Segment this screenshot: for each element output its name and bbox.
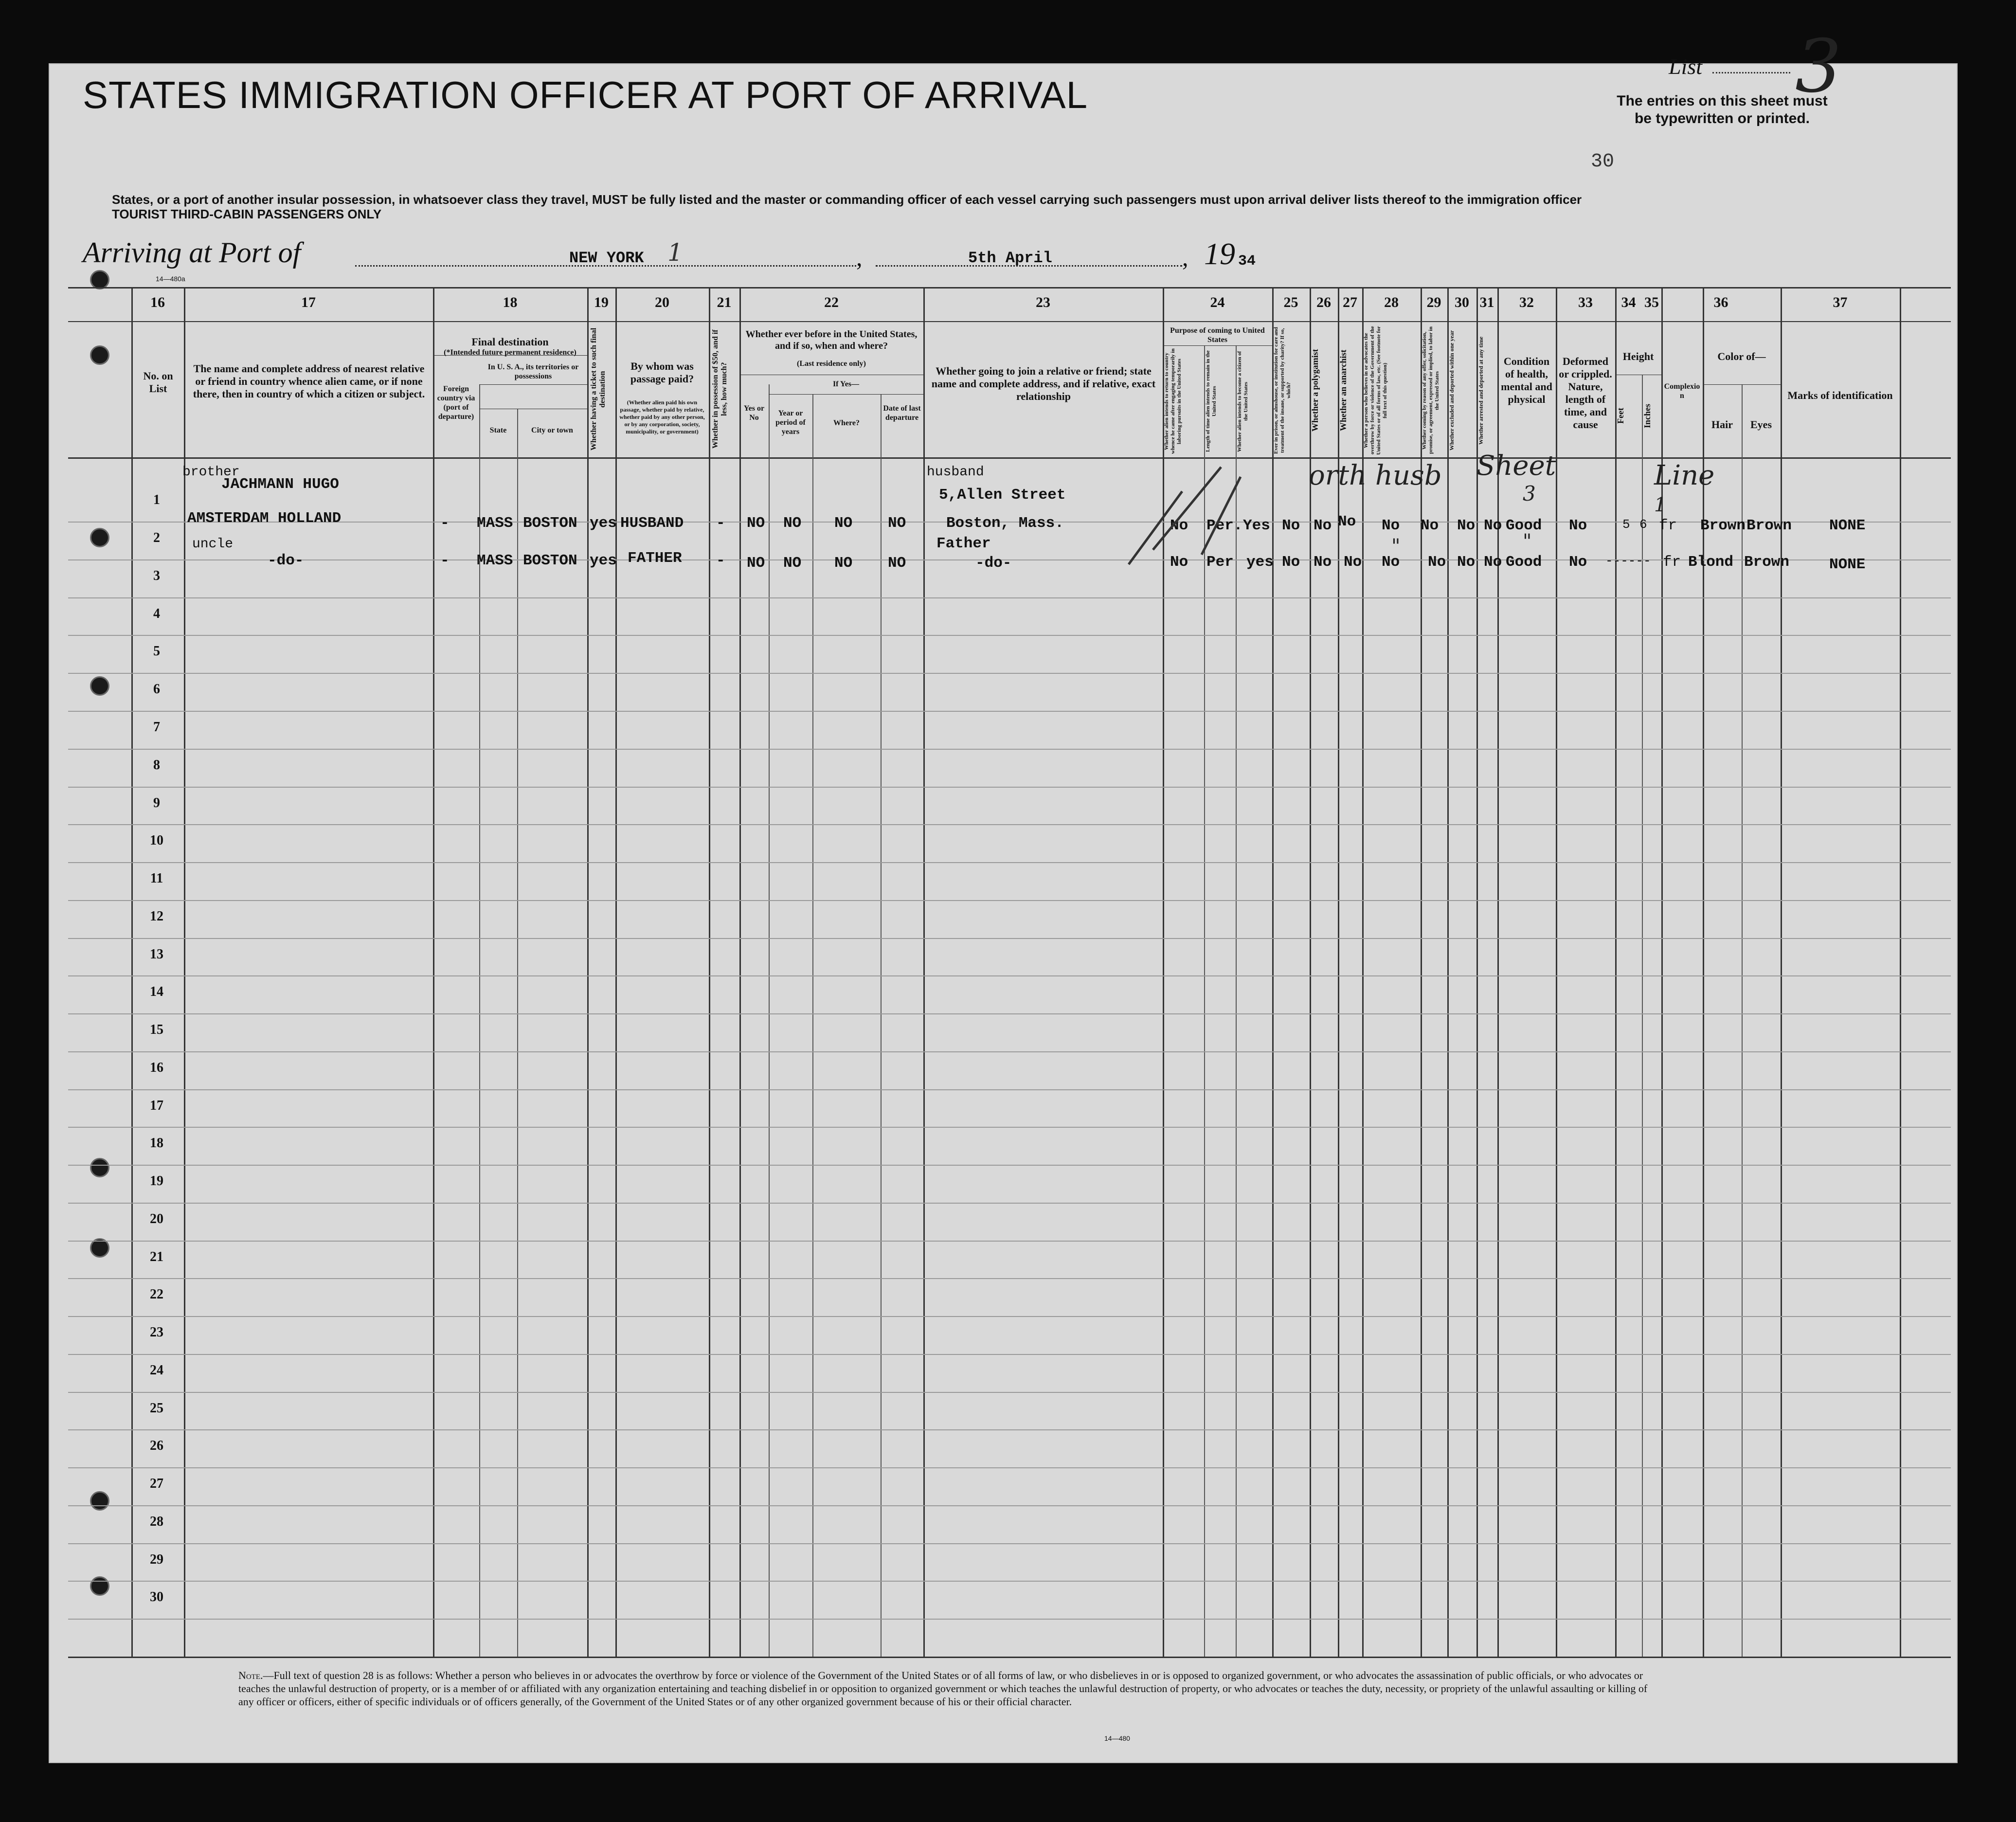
col-number: 18 <box>503 294 518 310</box>
row-rule <box>68 975 1951 976</box>
row-number: 30 <box>150 1589 163 1605</box>
header-feet: Feet <box>1616 408 1625 424</box>
entry-1-c31: No <box>1484 517 1502 534</box>
header-c26: Whether a polygamist <box>1310 349 1320 432</box>
row-rule <box>68 1278 1951 1279</box>
row-number: 1 <box>153 492 160 507</box>
list-note: The entries on this sheet must be typewritten or printed. <box>1617 93 1828 126</box>
binder-hole <box>90 345 109 365</box>
row-number: 12 <box>150 909 163 924</box>
col-divider <box>1362 287 1364 1657</box>
entry-2-years: NO <box>783 555 802 572</box>
entry-2-health: Good <box>1506 554 1542 571</box>
header-inches: Inches <box>1642 404 1652 429</box>
entry-2-c29: No <box>1428 554 1446 571</box>
header-fifty-dollars: Whether in possession of $50, and if less, how much? <box>711 329 728 449</box>
row-number: 20 <box>150 1211 163 1227</box>
binder-hole <box>90 270 109 289</box>
header-height: Height <box>1622 350 1654 362</box>
entry-2-p-return: No <box>1170 554 1188 571</box>
entry-2-c26: No <box>1314 554 1332 571</box>
col-number: 17 <box>301 294 316 310</box>
header-ever-before-sub: (Last residence only) <box>797 360 866 368</box>
header-relative-abroad: The name and complete address of nearest relative or friend in country whence alien came, or if none there, then in country of which a citizen or subject. <box>193 362 425 400</box>
col-divider <box>1447 287 1449 1657</box>
col-number: 26 <box>1316 294 1331 310</box>
entry-2-where: NO <box>834 555 853 572</box>
row-number: 10 <box>150 833 163 848</box>
entry-1-join-addr1: 5,Allen Street <box>939 487 1066 504</box>
header-c30: Whether excluded and deported within one year <box>1448 330 1455 451</box>
row-rule <box>68 1089 1951 1090</box>
col-number: 33 <box>1578 294 1593 310</box>
entry-2-c30: No <box>1457 554 1476 571</box>
row-rule <box>68 1467 1951 1468</box>
row-rule <box>68 1581 1951 1582</box>
col-number: 35 <box>1644 294 1659 310</box>
col-divider <box>1476 287 1478 1657</box>
header-c31: Whether arrested and deported at any time <box>1477 336 1484 445</box>
handwritten-ditto: " <box>1523 530 1532 553</box>
col-number: 23 <box>1036 294 1050 310</box>
sub-rule <box>1163 345 1272 346</box>
list-number: 3 <box>1795 24 1842 109</box>
entry-2-complexion: fr <box>1663 554 1681 571</box>
row-rule <box>68 1316 1951 1317</box>
col-divider <box>517 409 518 1657</box>
row-number: 23 <box>150 1325 163 1340</box>
entry-2-city: BOSTON <box>523 552 577 569</box>
handwritten-ditto: " <box>1391 535 1401 558</box>
entry-1-city: BOSTON <box>523 515 577 532</box>
sub-rule <box>769 394 923 395</box>
col-divider <box>1556 287 1557 1657</box>
col-divider <box>769 384 770 1657</box>
col-divider <box>1421 287 1422 1657</box>
col-number: 16 <box>150 294 165 310</box>
entry-2-c27: No <box>1344 554 1362 571</box>
list-label: List <box>1669 54 1703 79</box>
entry-1-c27: No <box>1338 513 1356 530</box>
row-rule <box>68 749 1951 750</box>
entry-1-eyes: Brown <box>1746 517 1792 534</box>
form-code: 14—480a <box>156 275 185 283</box>
handwritten-note: 3 <box>1523 482 1536 505</box>
table-top-rule <box>68 287 1951 289</box>
entry-1-health: Good <box>1506 517 1542 534</box>
row-rule <box>68 787 1951 788</box>
header-yes-or-no: Yes or No <box>743 404 765 422</box>
col-divider <box>1661 287 1663 1657</box>
class-line: TOURIST THIRD-CABIN PASSENGERS ONLY <box>112 207 382 221</box>
entry-1-relative-address: AMSTERDAM HOLLAND <box>187 510 342 527</box>
entry-2-c25: No <box>1282 554 1300 571</box>
entry-1-state: MASS <box>477 515 513 532</box>
header-eyes: Eyes <box>1750 418 1772 431</box>
entry-1-where: NO <box>834 515 853 532</box>
col-number: 19 <box>594 294 609 310</box>
col-divider <box>1781 287 1782 1657</box>
header-final-destination-sub: (*Intended future permanent residence) <box>444 348 576 357</box>
row-number: 25 <box>150 1401 163 1416</box>
header-purpose-length: Length of time alien intends to remain in the United States <box>1205 350 1217 452</box>
comma: , <box>856 244 863 271</box>
handwritten-note: orth husb <box>1309 460 1442 491</box>
entry-1-c28: No <box>1382 517 1400 534</box>
binder-hole <box>90 1576 109 1596</box>
row-number: 27 <box>150 1476 163 1491</box>
entry-1-before: NO <box>747 515 765 532</box>
handwritten-note: 1 <box>1654 494 1667 516</box>
entry-2-before: NO <box>747 555 765 572</box>
header-c25: Ever in prison, or almshouse, or institution for care and treatment of the insane, or supported by charity? If so, which? <box>1273 327 1292 454</box>
header-purpose-return: Whether alien intends to return to country whence he came after engaging temporarily in laboring pursuits in the United States <box>1164 348 1182 454</box>
binder-hole <box>90 1158 109 1177</box>
entry-2-relation: uncle <box>192 537 234 552</box>
entry-1-inches: 6 <box>1639 517 1647 532</box>
page-title: STATES IMMIGRATION OFFICER AT PORT OF ARRIVAL <box>83 73 1088 116</box>
entry-1-p-length: Per. <box>1206 517 1243 534</box>
row-rule <box>68 711 1951 712</box>
header-date-last: Date of last departure <box>883 404 921 422</box>
entry-1-hair: Brown <box>1700 517 1746 534</box>
header-purpose: Purpose of coming to United States <box>1170 326 1265 344</box>
col-number: 30 <box>1455 294 1469 310</box>
col-divider <box>433 287 434 1657</box>
row-rule <box>68 635 1951 636</box>
col-divider <box>615 287 617 1657</box>
binder-hole <box>90 676 109 696</box>
col-number: 27 <box>1343 294 1357 310</box>
row-rule <box>68 1392 1951 1393</box>
col-number: 25 <box>1283 294 1298 310</box>
table-bottom-rule <box>68 1657 1951 1658</box>
entry-2-ticket: yes <box>590 552 617 569</box>
header-c28: Whether a person who believes in or advocates the overthrow by force or violence of the Government of the United States or of all forms of law, etc. (See footnote for full text of this question) <box>1363 326 1388 455</box>
header-no-on-list: No. on List <box>143 370 173 395</box>
manifest-sheet <box>49 63 1958 1763</box>
entry-1-fifty: - <box>716 515 725 532</box>
col-divider <box>1497 287 1499 1657</box>
col-number: 28 <box>1384 294 1399 310</box>
sub-rule <box>1703 384 1781 385</box>
header-ever-before: Whether ever before in the United States, and if so, when and where? <box>745 329 918 351</box>
row-number: 18 <box>150 1136 163 1151</box>
header-joining: Whether going to join a relative or friend; state name and complete address, and if relative, exact relationship <box>931 365 1156 402</box>
col-number: 22 <box>824 294 839 310</box>
entry-1-years: NO <box>783 515 802 532</box>
entry-2-p-citizen: yes <box>1246 554 1274 571</box>
row-rule <box>68 824 1951 825</box>
entry-1-deformed: No <box>1569 517 1587 534</box>
header-final-destination: Final destination <box>471 336 549 348</box>
row-rule <box>68 1354 1951 1355</box>
row-rule <box>68 1051 1951 1052</box>
handwritten-note: Line <box>1654 460 1715 491</box>
instruction-line: States, or a port of another insular possession, in whatsoever class they travel, MUST be fully listed and the master or commanding officer of each vessel carrying such passengers must upon arrival deliver lists thereof to the immigration officer <box>112 192 1582 207</box>
row-number: 4 <box>153 606 160 621</box>
year-prefix: 19 <box>1204 236 1235 271</box>
row-number: 14 <box>150 984 163 999</box>
entry-2-foreign: - <box>440 552 450 569</box>
row-number: 2 <box>153 530 160 545</box>
entry-1-relative-name: JACHMANN HUGO <box>221 476 339 493</box>
header-by-whom: By whom was passage paid? <box>630 360 694 385</box>
binder-hole <box>90 528 109 547</box>
header-hair: Hair <box>1711 418 1733 431</box>
footnote <box>238 1669 1649 1708</box>
col-divider <box>923 287 925 1657</box>
header-year-period: Year or period of years <box>775 409 806 436</box>
row-number: 5 <box>153 644 160 659</box>
row-rule <box>68 1543 1951 1544</box>
entry-1-p-return: No <box>1170 517 1188 534</box>
col-divider <box>1703 287 1704 1657</box>
pencil-mark: 1 <box>667 238 683 267</box>
row-number: 16 <box>150 1060 163 1075</box>
list-dotted-line <box>1712 72 1790 73</box>
header-ticket: Whether having a ticket to such final destination <box>590 327 607 451</box>
row-number: 26 <box>150 1438 163 1453</box>
header-c27: Whether an anarchist <box>1338 349 1348 432</box>
header-marks: Marks of identification <box>1787 389 1893 401</box>
entry-1-join-addr2: Boston, Mass. <box>946 515 1064 532</box>
header-complexion: Complexion <box>1664 382 1700 400</box>
col-divider <box>184 287 185 1657</box>
entry-1-c26: No <box>1314 517 1332 534</box>
entry-2-eyes: Brown <box>1744 554 1790 571</box>
colnum-rule <box>68 321 1951 322</box>
header-city: City or town <box>531 426 573 434</box>
entry-2-feet: ------ <box>1605 554 1651 568</box>
comma: , <box>1182 244 1188 271</box>
entry-1-join-relation: husband <box>927 465 984 480</box>
col-divider <box>479 384 480 1657</box>
entry-2-marks: NONE <box>1829 556 1866 573</box>
row-rule <box>68 1203 1951 1204</box>
row-rule <box>68 1505 1951 1506</box>
entry-2-join-relation: Father <box>936 535 991 552</box>
entry-2-deformed: No <box>1569 554 1587 571</box>
binder-hole <box>90 1491 109 1511</box>
header-c29: Whether coming by reason of any offer, solicitation, promise, or agreement, expressed or implied, to labor in the United States <box>1422 326 1440 454</box>
row-number: 17 <box>150 1098 163 1113</box>
header-bottom-rule <box>68 457 1951 459</box>
col-divider <box>1742 384 1743 1657</box>
header-in-usa: In U. S. A., its territories or possessions <box>487 363 579 380</box>
header-state: State <box>489 426 507 434</box>
row-number: 15 <box>150 1022 163 1037</box>
date-value: 5th April <box>968 249 1052 267</box>
header-c33: Deformed or crippled. Nature, length of time, and cause <box>1559 355 1612 431</box>
row-number: 13 <box>150 947 163 962</box>
row-number: 24 <box>150 1363 163 1378</box>
entry-2-p-length: Per <box>1206 554 1234 571</box>
entry-2-hair: Blond <box>1688 554 1734 571</box>
row-number: 28 <box>150 1514 163 1529</box>
row-rule <box>68 597 1951 598</box>
header-by-whom-sub: (Whether alien paid his own passage, whether paid by relative, whether paid by any other person, or by any corporation, society, municipality, or government) <box>619 399 705 435</box>
row-rule <box>68 1241 1951 1242</box>
col-divider <box>739 287 741 1657</box>
row-number: 11 <box>150 871 163 886</box>
entry-1-ticket: yes <box>590 515 617 532</box>
row-number: 6 <box>153 682 160 697</box>
entry-2-relative-name: -do- <box>268 552 304 569</box>
header-c32: Condition of health, mental and physical <box>1501 355 1552 405</box>
header-foreign-country: Foreign country via (port of departure) <box>437 385 475 421</box>
entry-1-marks: NONE <box>1829 517 1866 534</box>
entry-2-paid-by: FATHER <box>628 550 682 567</box>
arriving-label: Arriving at Port of <box>83 236 301 269</box>
entry-2-state: MASS <box>477 552 513 569</box>
col-divider <box>709 287 710 1657</box>
entry-2-c28: No <box>1382 554 1400 571</box>
row-rule <box>68 1429 1951 1430</box>
row-number: 22 <box>150 1287 163 1302</box>
entry-1-c25: No <box>1282 517 1300 534</box>
header-if-yes: If Yes— <box>832 380 860 388</box>
year-suffix: 34 <box>1238 253 1256 270</box>
row-rule <box>68 938 1951 939</box>
row-rule <box>68 1127 1951 1128</box>
entry-2-fifty: - <box>716 552 725 569</box>
row-number: 8 <box>153 758 160 773</box>
row-number: 7 <box>153 720 160 735</box>
entry-1-date-last: NO <box>888 515 906 532</box>
footnote-lead: Note. <box>238 1669 263 1681</box>
entry-2-join-addr1: -do- <box>975 555 1012 572</box>
port-value: NEW YORK <box>569 249 644 267</box>
col-number: 21 <box>717 294 732 310</box>
row-rule <box>68 900 1951 901</box>
row-number: 19 <box>150 1173 163 1189</box>
entry-1-c30: No <box>1457 517 1476 534</box>
col-number: 20 <box>655 294 669 310</box>
header-where: Where? <box>833 419 860 427</box>
row-number: 3 <box>153 568 160 583</box>
col-number: 34 <box>1621 294 1636 310</box>
row-rule <box>68 1619 1951 1620</box>
entry-1-paid-by: HUSBAND <box>620 515 684 532</box>
col-divider <box>1615 287 1617 1657</box>
entry-1-foreign: - <box>440 515 450 532</box>
header-color-of: Color of— <box>1717 350 1766 362</box>
row-number: 21 <box>150 1249 163 1264</box>
footnote-text: —Full text of question 28 is as follows: Whether a person who believes in or advocates the overthrow by force or violence of the Government of the United States or of all forms of law, or who disbelieves in or is opposed to organized government, or who advocates the assassination of public officials, or who advocates or teaches the unlawful destruction of property, or is a member of or affiliated with any organization entertaining and teaching disbelief in or opposition to organized government or which teaches the unlawful destruction of property, or who advocates or teaches the duty, necessity, or propriety of the unlawful assaulting or killing of any officer or officers, either of specific individuals or of officers generally, of the Government of the United States or of any other organized government because of his or their official character. <box>238 1669 1648 1708</box>
entry-2-c31: No <box>1484 554 1502 571</box>
col-number: 31 <box>1479 294 1494 310</box>
col-number: 37 <box>1833 294 1848 310</box>
form-code-bottom: 14—480 <box>1104 1734 1130 1742</box>
entry-2-date-last: NO <box>888 555 906 572</box>
col-number: 36 <box>1713 294 1728 310</box>
row-number: 29 <box>150 1552 163 1567</box>
entry-1-relation: brother <box>182 465 240 480</box>
row-rule <box>68 1013 1951 1014</box>
entry-1-feet: 5 <box>1622 517 1630 532</box>
col-number: 32 <box>1519 294 1534 310</box>
handwritten-note: Sheet <box>1476 450 1556 482</box>
row-number: 9 <box>153 795 160 811</box>
col-divider <box>587 287 589 1657</box>
row-rule <box>68 1165 1951 1166</box>
sub-rule <box>479 384 587 385</box>
entry-1-c29: No <box>1421 517 1439 534</box>
entry-1-complexion: fr <box>1659 517 1677 534</box>
col-number: 24 <box>1210 294 1225 310</box>
header-purpose-citizen: Whether alien intends to become a citizen of the United States <box>1237 351 1249 452</box>
row-rule <box>68 673 1951 674</box>
col-number: 29 <box>1426 294 1441 310</box>
entry-1-p-citizen: Yes <box>1243 517 1270 534</box>
row-rule <box>68 862 1951 863</box>
pencil-number: 30 <box>1591 151 1615 173</box>
col-divider <box>1900 287 1901 1657</box>
